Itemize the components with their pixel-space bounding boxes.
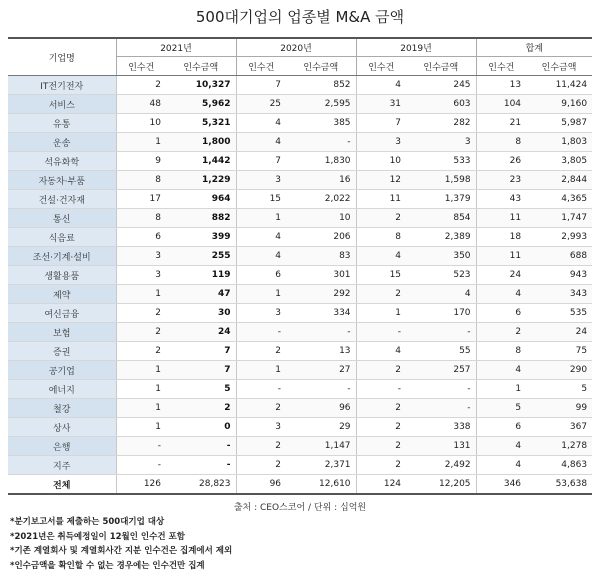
amount-total-cell: 9,160 — [526, 95, 592, 114]
count-total-cell: 11 — [476, 209, 526, 228]
count-2019-cell: 3 — [356, 133, 406, 152]
count-2020-cell: 6 — [236, 266, 286, 285]
amount-total-cell: 535 — [526, 304, 592, 323]
amount-2021-cell: 0 — [166, 418, 236, 437]
table-row — [8, 304, 592, 323]
amount-2019-cell: 1,598 — [406, 171, 476, 190]
amount-2020-cell: 2,371 — [286, 456, 356, 475]
amount-2020-cell: 292 — [286, 285, 356, 304]
amount-2021-cell: 1,229 — [166, 171, 236, 190]
amount-2019-cell: - — [406, 399, 476, 418]
count-total-cell: 4 — [476, 285, 526, 304]
table-row — [8, 418, 592, 437]
count-2020-cell: 2 — [236, 437, 286, 456]
amount-2019-cell: 55 — [406, 342, 476, 361]
count-2020-cell: 4 — [236, 114, 286, 133]
subheader-amount: 인수금액 — [166, 57, 236, 76]
count-2021-cell: 48 — [116, 95, 166, 114]
count-total-cell: 8 — [476, 133, 526, 152]
amount-2020-cell: 13 — [286, 342, 356, 361]
count-2021-cell: 10 — [116, 114, 166, 133]
amount-2020-cell: 27 — [286, 361, 356, 380]
source-note: 출처 : CEO스코어 / 단위 : 십억원 — [233, 503, 367, 513]
company-name-cell: 석유화학 — [8, 152, 116, 171]
count-2021-cell: 3 — [116, 266, 166, 285]
company-name-cell: 은행 — [8, 437, 116, 456]
count-2021-cell: 2 — [116, 342, 166, 361]
header-total: 합계 — [476, 38, 592, 57]
total-row — [8, 475, 592, 495]
amount-2019-cell: - — [406, 323, 476, 342]
count-2020-cell: 15 — [236, 190, 286, 209]
count-2019-cell: 11 — [356, 190, 406, 209]
mna-table — [8, 37, 592, 495]
count-2021-cell: 2 — [116, 304, 166, 323]
count-2019-cell: 2 — [356, 399, 406, 418]
count-total-cell: 24 — [476, 266, 526, 285]
footnote: *기존 계열회사 및 계열회사간 지분 인수건은 집계에서 제외 — [10, 546, 233, 556]
table-row — [8, 247, 592, 266]
count-total-cell: 8 — [476, 342, 526, 361]
amount-2019-cell: 245 — [406, 76, 476, 95]
amount-total-cell: 1,278 — [526, 437, 592, 456]
count-2020-cell: 1 — [236, 209, 286, 228]
amount-total-cell: 5 — [526, 380, 592, 399]
count-2020-cell: - — [236, 380, 286, 399]
amount-2019-cell: 523 — [406, 266, 476, 285]
table-row — [8, 437, 592, 456]
amount-total-cell: 290 — [526, 361, 592, 380]
amount-total-cell: 75 — [526, 342, 592, 361]
count-2021-cell: 17 — [116, 190, 166, 209]
amount-total-cell: 688 — [526, 247, 592, 266]
amount-2019-cell: 3 — [406, 133, 476, 152]
company-name-cell: 보험 — [8, 323, 116, 342]
amount-2021-cell: 964 — [166, 190, 236, 209]
amount-2020-cell: 301 — [286, 266, 356, 285]
company-name-cell: 서비스 — [8, 95, 116, 114]
amount-2020-cell: 96 — [286, 399, 356, 418]
amount-total-cell: 11,424 — [526, 76, 592, 95]
footnotes — [10, 515, 232, 573]
table-row — [8, 190, 592, 209]
amount-total-cell: 2,844 — [526, 171, 592, 190]
table-row — [8, 342, 592, 361]
amount-2019-cell: 350 — [406, 247, 476, 266]
amount-2019-cell: 4 — [406, 285, 476, 304]
amount-2021-cell: - — [166, 437, 236, 456]
amount-2021-cell: 5,321 — [166, 114, 236, 133]
amount-2021-cell: 1,442 — [166, 152, 236, 171]
count-2020-cell: 1 — [236, 285, 286, 304]
company-name-cell: 상사 — [8, 418, 116, 437]
amount-total-cell: 24 — [526, 323, 592, 342]
count-2021-cell: 1 — [116, 399, 166, 418]
amount-2020-cell: - — [286, 133, 356, 152]
subheader-count: 인수건 — [116, 57, 166, 76]
count-2021-cell: 126 — [116, 475, 166, 495]
subheader-amount: 인수금액 — [286, 57, 356, 76]
amount-total-cell: 1,747 — [526, 209, 592, 228]
table-row — [8, 266, 592, 285]
amount-2020-cell: 29 — [286, 418, 356, 437]
subheader-count: 인수건 — [236, 57, 286, 76]
amount-2021-cell: 5,962 — [166, 95, 236, 114]
company-name-cell: 생활용품 — [8, 266, 116, 285]
company-name-cell: 건설·건자재 — [8, 190, 116, 209]
count-2020-cell: 1 — [236, 361, 286, 380]
company-name-cell: 식음료 — [8, 228, 116, 247]
count-total-cell: 43 — [476, 190, 526, 209]
count-2019-cell: 15 — [356, 266, 406, 285]
amount-total-cell: 5,987 — [526, 114, 592, 133]
count-total-cell: 18 — [476, 228, 526, 247]
count-2020-cell: 2 — [236, 456, 286, 475]
count-2019-cell: 2 — [356, 437, 406, 456]
amount-2020-cell: 1,830 — [286, 152, 356, 171]
footnote: *인수금액을 확인할 수 없는 경우에는 인수건만 집계 — [10, 560, 205, 571]
amount-2019-cell: - — [406, 380, 476, 399]
subheader-count: 인수건 — [476, 57, 526, 76]
table-row — [8, 171, 592, 190]
footnote: *분기보고서를 제출하는 500대기업 대상 — [10, 517, 165, 527]
amount-total-cell: 943 — [526, 266, 592, 285]
count-2019-cell: 2 — [356, 361, 406, 380]
count-2020-cell: - — [236, 323, 286, 342]
count-2021-cell: 1 — [116, 285, 166, 304]
count-2019-cell: 10 — [356, 152, 406, 171]
count-2020-cell: 4 — [236, 133, 286, 152]
count-2021-cell: 1 — [116, 133, 166, 152]
count-2019-cell: 12 — [356, 171, 406, 190]
company-name-cell: 유통 — [8, 114, 116, 133]
amount-2021-cell: 882 — [166, 209, 236, 228]
count-2020-cell: 3 — [236, 171, 286, 190]
amount-2019-cell: 2,389 — [406, 228, 476, 247]
count-2019-cell: 2 — [356, 418, 406, 437]
count-2020-cell: 4 — [236, 247, 286, 266]
count-2020-cell: 25 — [236, 95, 286, 114]
count-2020-cell: 2 — [236, 399, 286, 418]
count-2020-cell: 96 — [236, 475, 286, 495]
count-2021-cell: 2 — [116, 323, 166, 342]
amount-2019-cell: 533 — [406, 152, 476, 171]
amount-total-cell: 3,805 — [526, 152, 592, 171]
count-total-cell: 346 — [476, 475, 526, 495]
amount-2021-cell: 7 — [166, 361, 236, 380]
header-year-2021: 2021년 — [116, 38, 236, 57]
count-2020-cell: 4 — [236, 228, 286, 247]
amount-2021-cell: 7 — [166, 342, 236, 361]
amount-2021-cell: 1,800 — [166, 133, 236, 152]
subheader-amount: 인수금액 — [406, 57, 476, 76]
count-total-cell: 5 — [476, 399, 526, 418]
table-row — [8, 228, 592, 247]
count-2021-cell: - — [116, 456, 166, 475]
count-total-cell: 21 — [476, 114, 526, 133]
count-total-cell: 23 — [476, 171, 526, 190]
header-year-2019: 2019년 — [356, 38, 476, 57]
count-total-cell: 1 — [476, 380, 526, 399]
count-2021-cell: 3 — [116, 247, 166, 266]
table-row — [8, 209, 592, 228]
amount-2020-cell: 2,595 — [286, 95, 356, 114]
table-row — [8, 399, 592, 418]
amount-2021-cell: 2 — [166, 399, 236, 418]
company-name-cell: 철강 — [8, 399, 116, 418]
amount-2021-cell: 119 — [166, 266, 236, 285]
amount-2021-cell: 30 — [166, 304, 236, 323]
company-name-cell: 제약 — [8, 285, 116, 304]
total-label: 전체 — [8, 475, 116, 495]
count-2019-cell: 124 — [356, 475, 406, 495]
amount-2019-cell: 257 — [406, 361, 476, 380]
company-name-cell: IT전기전자 — [8, 76, 116, 95]
count-total-cell: 2 — [476, 323, 526, 342]
count-total-cell: 13 — [476, 76, 526, 95]
table-row — [8, 323, 592, 342]
table-row — [8, 76, 592, 95]
amount-2020-cell: - — [286, 380, 356, 399]
count-2021-cell: 1 — [116, 418, 166, 437]
amount-total-cell: 367 — [526, 418, 592, 437]
amount-2020-cell: 12,610 — [286, 475, 356, 495]
table-row — [8, 285, 592, 304]
amount-total-cell: 99 — [526, 399, 592, 418]
table-row — [8, 361, 592, 380]
amount-2021-cell: 47 — [166, 285, 236, 304]
amount-2020-cell: 385 — [286, 114, 356, 133]
count-2021-cell: 8 — [116, 171, 166, 190]
count-2019-cell: 2 — [356, 209, 406, 228]
amount-2019-cell: 603 — [406, 95, 476, 114]
count-2021-cell: 9 — [116, 152, 166, 171]
table-row — [8, 133, 592, 152]
subheader-amount: 인수금액 — [526, 57, 592, 76]
amount-2019-cell: 1,379 — [406, 190, 476, 209]
amount-2020-cell: 83 — [286, 247, 356, 266]
count-2019-cell: 1 — [356, 304, 406, 323]
count-2020-cell: 2 — [236, 342, 286, 361]
amount-2021-cell: - — [166, 456, 236, 475]
amount-2019-cell: 282 — [406, 114, 476, 133]
count-total-cell: 4 — [476, 437, 526, 456]
company-name-cell: 지주 — [8, 456, 116, 475]
company-name-cell: 조선·기계·설비 — [8, 247, 116, 266]
count-2019-cell: 2 — [356, 456, 406, 475]
table-row — [8, 114, 592, 133]
count-2020-cell: 7 — [236, 152, 286, 171]
amount-2020-cell: 334 — [286, 304, 356, 323]
count-2019-cell: 31 — [356, 95, 406, 114]
header-company: 기업명 — [8, 38, 116, 76]
amount-2019-cell: 12,205 — [406, 475, 476, 495]
amount-2020-cell: 16 — [286, 171, 356, 190]
count-total-cell: 4 — [476, 456, 526, 475]
amount-2020-cell: - — [286, 323, 356, 342]
amount-2021-cell: 28,823 — [166, 475, 236, 495]
amount-2021-cell: 10,327 — [166, 76, 236, 95]
amount-2019-cell: 170 — [406, 304, 476, 323]
count-2019-cell: 8 — [356, 228, 406, 247]
page-title: 500대기업의 업종별 M&A 금액 — [195, 8, 405, 26]
amount-total-cell: 53,638 — [526, 475, 592, 495]
amount-total-cell: 2,993 — [526, 228, 592, 247]
company-name-cell: 운송 — [8, 133, 116, 152]
company-name-cell: 자동차·부품 — [8, 171, 116, 190]
subheader-count: 인수건 — [356, 57, 406, 76]
table-row — [8, 152, 592, 171]
count-2020-cell: 3 — [236, 418, 286, 437]
amount-2020-cell: 206 — [286, 228, 356, 247]
company-name-cell: 통신 — [8, 209, 116, 228]
amount-2021-cell: 5 — [166, 380, 236, 399]
company-name-cell: 여신금융 — [8, 304, 116, 323]
amount-total-cell: 4,365 — [526, 190, 592, 209]
amount-2021-cell: 255 — [166, 247, 236, 266]
amount-total-cell: 343 — [526, 285, 592, 304]
amount-total-cell: 1,803 — [526, 133, 592, 152]
count-2021-cell: 1 — [116, 380, 166, 399]
footnote: *2021년은 취득예정일이 12월인 인수건 포함 — [10, 531, 185, 542]
count-total-cell: 6 — [476, 418, 526, 437]
count-2021-cell: 6 — [116, 228, 166, 247]
amount-2020-cell: 852 — [286, 76, 356, 95]
count-2020-cell: 3 — [236, 304, 286, 323]
company-name-cell: 공기업 — [8, 361, 116, 380]
count-total-cell: 4 — [476, 361, 526, 380]
count-total-cell: 6 — [476, 304, 526, 323]
table-row — [8, 95, 592, 114]
count-total-cell: 26 — [476, 152, 526, 171]
amount-2019-cell: 131 — [406, 437, 476, 456]
count-2021-cell: 2 — [116, 76, 166, 95]
amount-total-cell: 4,863 — [526, 456, 592, 475]
amount-2020-cell: 10 — [286, 209, 356, 228]
amount-2021-cell: 24 — [166, 323, 236, 342]
header-year-2020: 2020년 — [236, 38, 356, 57]
amount-2019-cell: 338 — [406, 418, 476, 437]
company-name-cell: 에너지 — [8, 380, 116, 399]
amount-2021-cell: 399 — [166, 228, 236, 247]
count-2019-cell: 2 — [356, 285, 406, 304]
count-2019-cell: 7 — [356, 114, 406, 133]
amount-2019-cell: 854 — [406, 209, 476, 228]
count-2019-cell: 4 — [356, 342, 406, 361]
count-2021-cell: 1 — [116, 361, 166, 380]
company-name-cell: 증권 — [8, 342, 116, 361]
table-row — [8, 456, 592, 475]
count-total-cell: 11 — [476, 247, 526, 266]
count-total-cell: 104 — [476, 95, 526, 114]
table-row — [8, 380, 592, 399]
count-2019-cell: 4 — [356, 76, 406, 95]
amount-2019-cell: 2,492 — [406, 456, 476, 475]
amount-2020-cell: 2,022 — [286, 190, 356, 209]
count-2019-cell: 4 — [356, 247, 406, 266]
count-2020-cell: 7 — [236, 76, 286, 95]
count-2019-cell: - — [356, 380, 406, 399]
count-2021-cell: - — [116, 437, 166, 456]
count-2019-cell: - — [356, 323, 406, 342]
amount-2020-cell: 1,147 — [286, 437, 356, 456]
count-2021-cell: 8 — [116, 209, 166, 228]
